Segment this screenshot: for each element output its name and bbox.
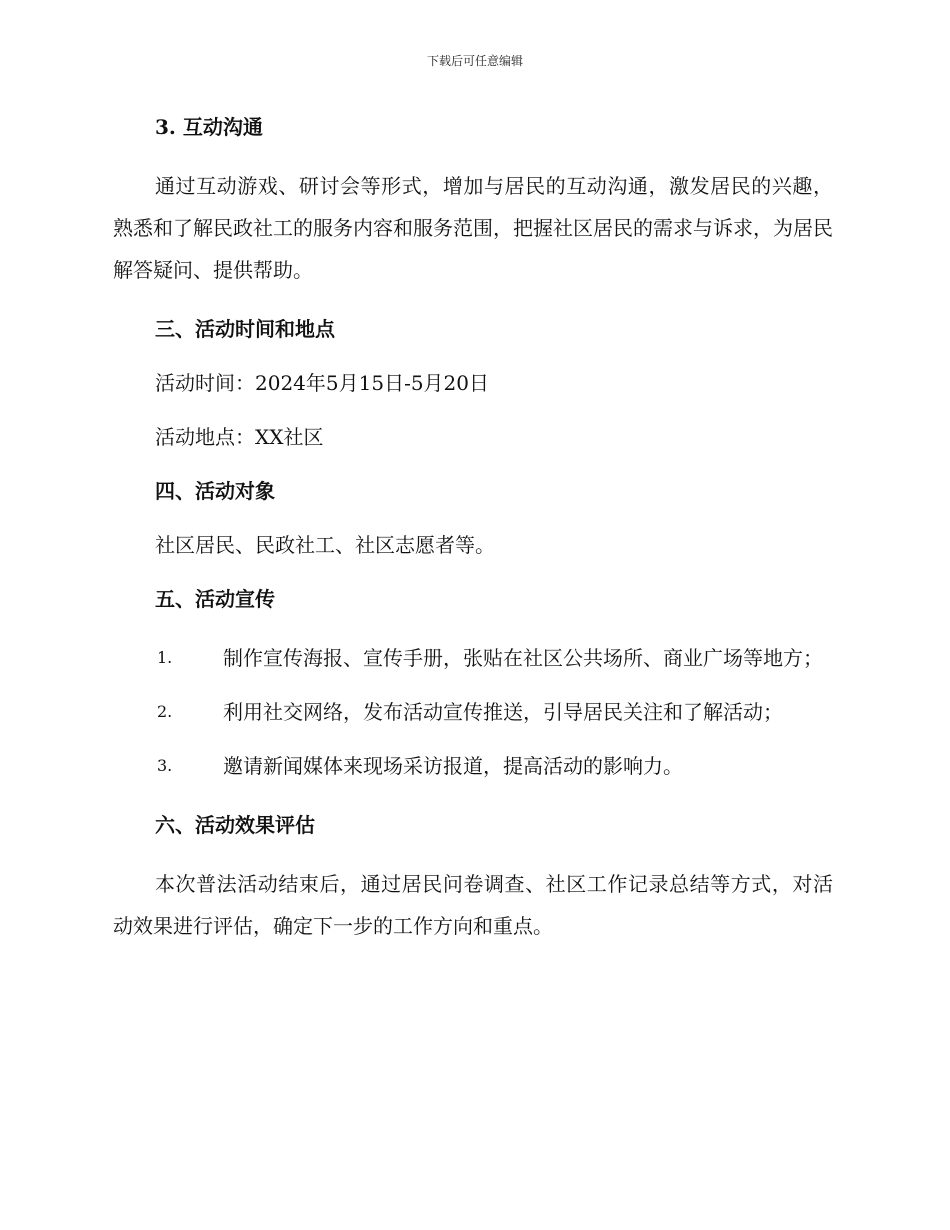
publicity-item-text: 利用社交网络，发布活动宣传推送，引导居民关注和了解活动； [223, 700, 783, 724]
page-header: 下载后可任意编辑 [426, 54, 523, 68]
publicity-item-number: 2. [157, 702, 173, 721]
publicity-item [113, 691, 833, 733]
activity-place: 活动地点：XX社区 [155, 425, 324, 449]
activity-time: 活动时间：2024年5月15日-5月20日 [155, 371, 490, 395]
section-heading-interaction: 3. 互动沟通 [155, 115, 263, 139]
publicity-item-number: 3. [157, 756, 173, 775]
section-heading-publicity: 五、活动宣传 [155, 587, 275, 611]
section-body-evaluation: 本次普法活动结束后，通过居民问卷调查、社区工作记录总结等方式，对活动效果进行评估，确定下一步的工作方向和重点。 [113, 872, 833, 938]
section-body-targets: 社区居民、民政社工、社区志愿者等。 [155, 533, 495, 557]
publicity-item-number: 1. [157, 648, 173, 667]
document-body [113, 111, 833, 969]
section-heading-targets: 四、活动对象 [155, 479, 275, 503]
publicity-item [113, 745, 833, 787]
publicity-item [113, 637, 833, 679]
publicity-item-text: 制作宣传海报、宣传手册，张贴在社区公共场所、商业广场等地方； [223, 646, 823, 670]
section-heading-evaluation: 六、活动效果评估 [155, 813, 315, 837]
section-heading-time-place: 三、活动时间和地点 [155, 317, 335, 341]
section-body-interaction: 通过互动游戏、研讨会等形式，增加与居民的互动沟通，激发居民的兴趣，熟悉和了解民政社工的服务内容和服务范围，把握社区居民的需求与诉求，为居民解答疑问、提供帮助。 [113, 174, 833, 282]
publicity-item-text: 邀请新闻媒体来现场采访报道，提高活动的影响力。 [223, 754, 683, 778]
